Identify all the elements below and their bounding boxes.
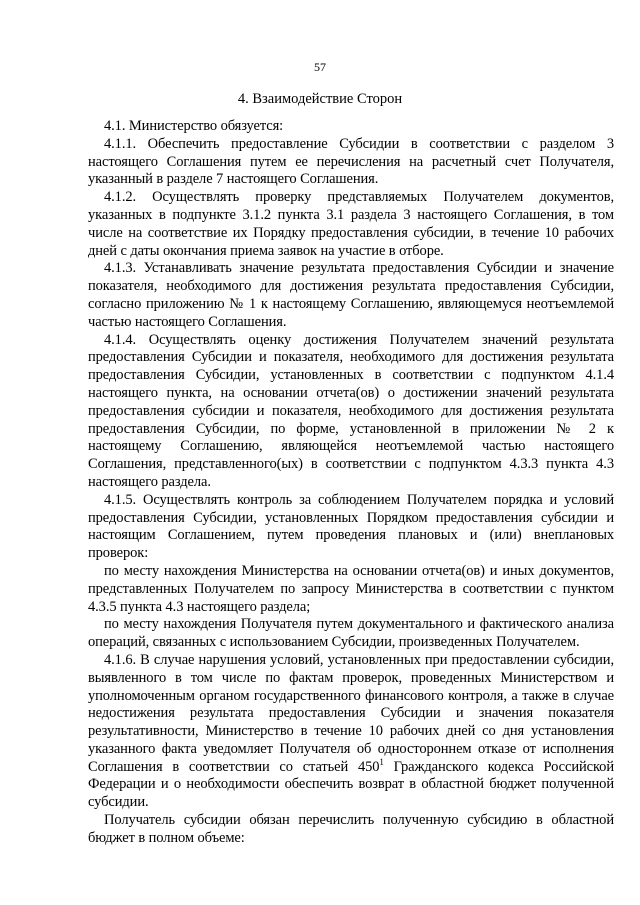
paragraph-4-1-5: 4.1.5. Осуществлять контроль за соблюдением Получателем порядка и условий предоставления Субсидии, установленных Порядком предоставления субсидии и настоящим Соглашением, путем проведения плановых и (или) внеплановых проверок: xyxy=(88,491,614,562)
paragraph-4-1-3: 4.1.3. Устанавливать значение результата предоставления Субсидии и значение показателя, необходимого для достижения результата предоставления Субсидии, согласно приложению № 1 к настоящему Соглашению, являющемуся неотъемлемой частью настоящего Соглашения. xyxy=(88,260,614,330)
paragraph-4-1-6-continuation: Гражданского кодекса Российской Федерации и о необходимости обеспечить возврат в областной бюджет полученной субсидии. xyxy=(88,758,614,811)
paragraph-ministry-location: по месту нахождения Министерства на основании отчета(ов) и иных документов, представленных Получателем по запросу Министерства в соответствии с пунктом 4.3.5 пункта 4.3 настоящего раздела; xyxy=(88,562,614,615)
paragraph-return-obligation: Получатель субсидии обязан перечислить полученную субсидию в областной бюджет в полном объеме: xyxy=(88,812,614,846)
paragraph-4-1-6 xyxy=(88,652,614,812)
section-title: 4. Взаимодействие Сторон xyxy=(237,91,403,107)
paragraph-4-1: 4.1. Министерство обязуется: xyxy=(104,118,284,134)
page-number: 57 xyxy=(314,60,326,74)
document-body xyxy=(88,118,614,848)
paragraph-4-1-2: 4.1.2. Осуществлять проверку представляемых Получателем документов, указанных в подпункте 3.1.2 пункта 3.1 раздела 3 настоящего Соглашения, в том числе на соответствие их Порядку предоставления субсидии, в течение 10 рабочих дней с даты окончания приема заявок на участие в отборе. xyxy=(88,189,614,259)
paragraph-4-1-6-text: 4.1.6. В случае нарушения условий, установленных при предоставлении субсидии, выявленного в том числе по фактам проверок, проведенных Министерством и уполномоченным органом государственного финансового контроля, а также в случае недостижения результата предоставления Субсидии и значения показателя результативности, Министерство в течение 10 рабочих дней со дня установления указанного факта уведомляет Получателя об одностороннем отказе от исполнения Соглашения в соответствии со статьей 450 xyxy=(88,651,614,775)
paragraph-4-1-4: 4.1.4. Осуществлять оценку достижения Получателем значений результата предоставления Субсидии и показателя, необходимого для достижения результата предоставления Субсидии, установленных в соответствии с подпунктом 4.1.4 настоящего пункта, на основании отчета(ов) о достижении значений результата предоставления субсидии и показателя, необходимого для достижения результата предоставления Субсидии, по форме, установленной в приложении № 2 к настоящему Соглашению, являющейся неотъемлемой частью настоящего Соглашения, представленного(ых) в соответствии с подпунктом 4.3.3 пункта 4.3 настоящего раздела. xyxy=(88,331,614,490)
article-superscript: 1 xyxy=(379,756,384,767)
paragraph-4-1-1: 4.1.1. Обеспечить предоставление Субсидии в соответствии с разделом 3 настоящего Соглашения путем ее перечисления на расчетный счет Получателя, указанный в разделе 7 настоящего Соглашения. xyxy=(88,135,614,188)
paragraph-recipient-location: по месту нахождения Получателя путем документального и фактического анализа операций, связанных с использованием Субсидии, произведенных Получателем. xyxy=(88,616,614,651)
